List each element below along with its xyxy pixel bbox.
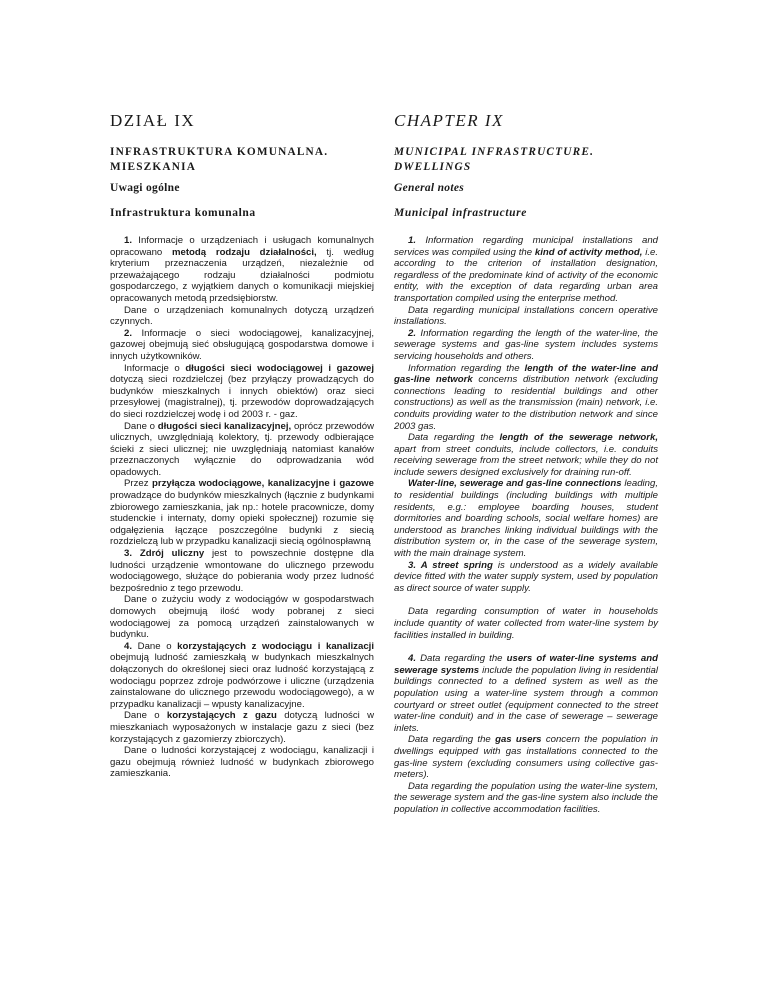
subsection-heading-pl: Infrastruktura komunalna bbox=[110, 207, 256, 219]
paragraph: Dane o ludności korzystającej z wodociągu, kanalizacji i gazu obejmują również ludność w budynkach zbiorowego zamieszkania. bbox=[110, 745, 374, 780]
paragraph: Water-line, sewerage and gas-line connections leading, to residential buildings (including buildings with multiple residents, e.g.: employee boarding houses, student dormitories and boarding schools, social welfare homes) are understood as branches linking individual buildings with the distribution system or, in the case of the sewerage system, with the main drainage system. bbox=[394, 478, 658, 560]
spacer bbox=[394, 641, 658, 653]
paragraph: 2. Information regarding the length of the water-line, the sewerage systems and gas-line system includes systems servicing households and others. bbox=[394, 327, 658, 362]
paragraph: Information regarding the length of the water-line and gas-line network concerns distribution network (excluding connections leading to residential buildings and other constructions) as well as the transmission (main) network, i.e. conduits providing water to the distribution network and since 2003 gas. bbox=[394, 362, 658, 432]
paragraph: Dane o korzystających z gazu dotyczą ludności w mieszkaniach wyposażonych w instalacje gazu z sieci (bez korzystających z gazomierzy zbiorczych). bbox=[110, 710, 375, 745]
paragraph: 1. Information regarding municipal installations and services was compiled using the kind of activity method, i.e. according to the criterion of installation designation, regardless of the predominate kind of activity of the economic entity, with the exception of data regarding urban area transportation compiled using the enterprise method. bbox=[394, 235, 658, 304]
paragraph: 3. Zdrój uliczny jest to powszechnie dostępne dla ludności urządzenie wmontowane do ulicznego przewodu wodociągowego, służące do pobierania wody przez ludność bezpośrednio z tego przewodu. bbox=[110, 548, 374, 594]
paragraph: Data regarding the population using the water-line system, the sewerage system and the gas-line system also include the population in collective accommodation facilities. bbox=[394, 780, 658, 815]
section-title-line1: MUNICIPAL INFRASTRUCTURE. bbox=[394, 146, 595, 158]
paragraph: 4. Dane o korzystających z wodociągu i kanalizacji obejmują ludność zamieszkałą w budynkach mieszkalnych dołączonych do określonej sieci oraz ludność korzystającą z wodociągu poprzez zdroje podwórzowe i uliczne (urządzenia zainstalowane do ulicznego przewodu wodociągowego), a w przypadku kanalizacji – wpusty kanalizacyjne. bbox=[110, 640, 374, 710]
paragraph: Informacje o długości sieci wodociągowej i gazowej dotyczą sieci rozdzielczej (bez przyłączy prowadzących do budynków mieszkalnych i innych obiektów) oraz sieci przesyłowej (magistralnej), tj. przewodów doprowadzających do sieci rozdzielczej wodę i od 2003 r. - gaz. bbox=[110, 362, 374, 420]
paragraph: 4. Data regarding the users of water-line systems and sewerage systems include the population living in residential buildings connected to a defined system as well as the population using a water-line system through a common courtyard or street outlet (equipment connected to the street water-line conduit) and in the case of sewerage – sewerage inlets. bbox=[394, 653, 658, 734]
paragraph: Data regarding the gas users concern the population in dwellings equipped with gas installations connected to the gas-line system (excluding consumers using collective gas-meters). bbox=[394, 734, 658, 781]
chapter-title-en: CHAPTER IX bbox=[394, 111, 504, 130]
section-title-line2: MIESZKANIA bbox=[110, 161, 197, 173]
general-notes-heading-pl: Uwagi ogólne bbox=[110, 182, 180, 194]
paragraph: Data regarding the length of the sewerage network, apart from street conduits, include collectors, i.e. conduits receiving sewerage from the street network; while they do not include sewers designed exclusively for draining run-off. bbox=[394, 432, 658, 478]
spacer bbox=[394, 594, 658, 606]
paragraph: Dane o urządzeniach komunalnych dotyczą urządzeń czynnych. bbox=[110, 304, 374, 328]
paragraph: Przez przyłącza wodociągowe, kanalizacyjne i gazowe prowadzące do budynków mieszkalnych (łącznie z budynkami zbiorowego zamieszkania, jak np.: hotele pracownicze, domy studenckie i internaty, domy opieki społecznej) rozumie się odgałęzienia łączące poszczególne budynki z siecią rozdzielczą lub w przypadku kanalizacji siecią ogólnospławną bbox=[110, 478, 374, 548]
section-title-line1: INFRASTRUKTURA KOMUNALNA. bbox=[110, 146, 329, 158]
section-title-en bbox=[394, 145, 594, 175]
paragraph: Dane o zużyciu wody z wodociągów w gospodarstwach domowych obejmują ilość wody pobranej z sieci wodociągowej za pomocą urządzeń zainstalowanych w budynku. bbox=[110, 594, 374, 641]
body-text-en bbox=[394, 235, 658, 816]
subsection-heading-en: Municipal infrastructure bbox=[394, 207, 527, 219]
section-title-pl bbox=[110, 145, 328, 175]
body-text-pl bbox=[110, 235, 374, 780]
section-title-line2: DWELLINGS bbox=[394, 161, 472, 173]
paragraph: 1. Informacje o urządzeniach i usługach komunalnych opracowano metodą rodzaju działalności, tj. według kryterium przeznaczenia urządzeń, niezależnie od przeważającego rodzaju działalności podmiotu gospodarczego, z wyjątkiem danych o komunikacji miejskiej opracowanych metodą przedsiębiorstw. bbox=[110, 235, 375, 304]
paragraph: 2. Informacje o sieci wodociągowej, kanalizacyjnej, gazowej obejmują sieć obsługującą gospodarstwa domowe i innych użytkowników. bbox=[110, 327, 374, 362]
general-notes-heading-en: General notes bbox=[394, 182, 465, 194]
chapter-title-pl: DZIAŁ IX bbox=[110, 111, 196, 130]
paragraph: Data regarding municipal installations concern operative installations. bbox=[394, 304, 658, 328]
paragraph: Data regarding consumption of water in households include quantity of water collected from water-line system by facilities installed in building. bbox=[394, 606, 658, 641]
paragraph: 3. A street spring is understood as a widely available device fitted with the water supply system, used by population as direct source of water supply. bbox=[394, 559, 658, 594]
paragraph: Dane o długości sieci kanalizacyjnej, oprócz przewodów ulicznych, uwzględniają kolektory, tj. przewody odbierające ścieki z sieci ulicznej; nie uwzględniają natomiast kanałów przeznaczonych wyłącznie do odprowadzania wód opadowych. bbox=[110, 420, 374, 478]
